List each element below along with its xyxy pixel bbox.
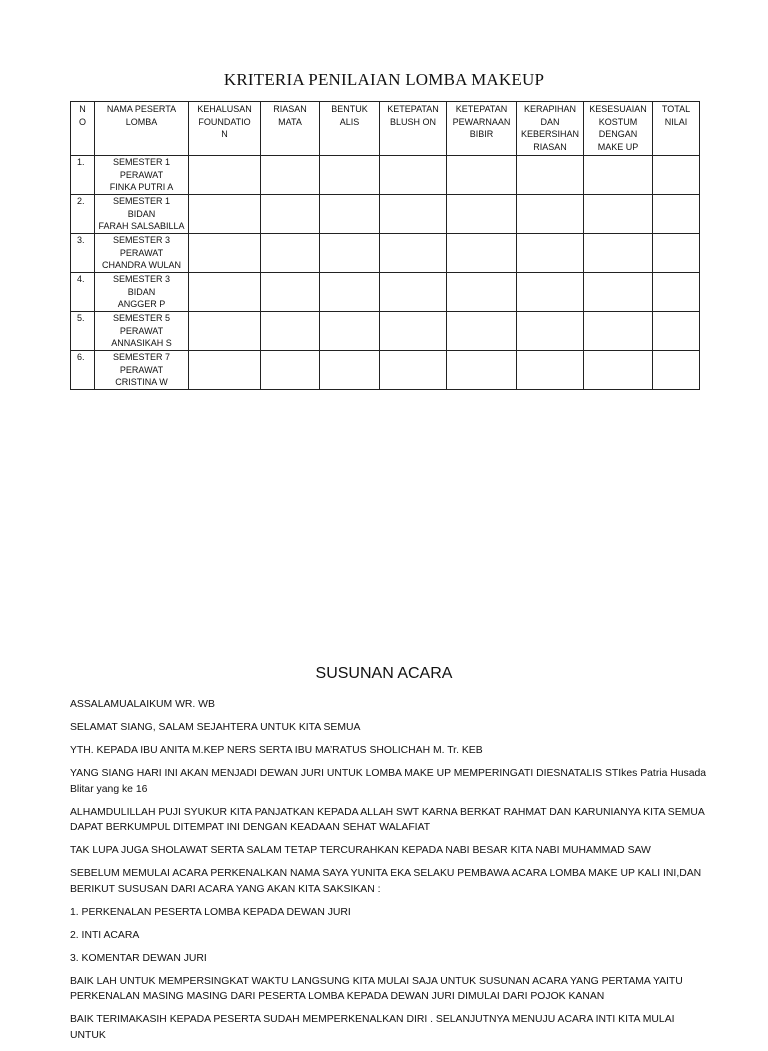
column-header-line: DAN (540, 116, 560, 127)
row-number: 3. (71, 234, 95, 273)
score-cell (517, 351, 584, 390)
score-cell (189, 234, 261, 273)
column-header-line: BIBIR (469, 129, 494, 140)
score-cell (189, 195, 261, 234)
score-cell (189, 312, 261, 351)
participant-name-line: BIDAN (127, 286, 156, 297)
column-header (189, 102, 261, 156)
participant-name-cell (95, 351, 189, 390)
score-cell (584, 351, 653, 390)
score-cell (517, 312, 584, 351)
column-header-line: FOUNDATIO (198, 116, 251, 127)
table-row (71, 195, 700, 234)
score-cell (320, 195, 380, 234)
column-header-line: KEHALUSAN (197, 104, 252, 114)
column-header-line: MATA (278, 116, 302, 127)
column-header-line: KETEPATAN (387, 104, 439, 114)
column-header-line: KERAPIHAN (523, 104, 576, 114)
column-header-line: KEBERSIHAN (520, 129, 580, 140)
score-cell (380, 312, 447, 351)
column-header-line: RIASAN (533, 141, 567, 152)
score-cell (517, 234, 584, 273)
paragraph: SELAMAT SIANG, SALAM SEJAHTERA UNTUK KITA SEMUA (70, 722, 361, 733)
score-cell (320, 312, 380, 351)
paragraph: 2. INTI ACARA (70, 929, 140, 941)
score-cell (261, 351, 320, 390)
score-cell (584, 156, 653, 195)
score-cell (189, 351, 261, 390)
paragraph: 3. KOMENTAR DEWAN JURI (70, 952, 207, 964)
participant-name-cell (95, 273, 189, 312)
column-header-line: RIASAN (273, 104, 307, 114)
column-header-line: NAMA PESERTA (106, 104, 177, 114)
participant-name-line: SEMESTER 5 (112, 313, 170, 323)
score-cell (320, 273, 380, 312)
score-cell (261, 156, 320, 195)
column-header-line: O (78, 116, 86, 127)
score-cell (380, 351, 447, 390)
score-cell (447, 351, 517, 390)
page-title: KRITERIA PENILAIAN LOMBA MAKEUP (223, 70, 545, 89)
column-header-line: ALIS (339, 116, 360, 127)
column-header-line: N (221, 129, 228, 140)
score-cell (447, 156, 517, 195)
participant-name-line: FARAH SALSABILLA (98, 221, 185, 232)
column-header-line: N (79, 104, 86, 114)
score-cell (653, 156, 700, 195)
score-cell (380, 195, 447, 234)
score-cell (653, 351, 700, 390)
score-cell (320, 234, 380, 273)
score-cell (517, 156, 584, 195)
participant-name-line: SEMESTER 7 (112, 352, 170, 362)
table-row (71, 156, 700, 195)
column-header-line: MAKE UP (597, 141, 639, 152)
participant-name-line: SEMESTER 1 (112, 157, 170, 167)
column-header-line: KESESUAIAN (589, 104, 647, 114)
score-cell (653, 195, 700, 234)
score-cell (653, 273, 700, 312)
score-cell (517, 195, 584, 234)
row-number: 1. (71, 156, 95, 195)
participant-name-line: PERAWAT (119, 247, 164, 258)
table-header-row (71, 102, 700, 156)
column-header-line: KETEPATAN (455, 104, 508, 114)
table-row (71, 273, 700, 312)
table-row (71, 234, 700, 273)
score-cell (447, 195, 517, 234)
column-header (447, 102, 517, 156)
column-header (261, 102, 320, 156)
score-cell (447, 273, 517, 312)
participant-name-line: SEMESTER 3 (112, 235, 170, 245)
column-header (71, 102, 95, 156)
column-header (653, 102, 700, 156)
participant-name-line: CHANDRA WULAN (101, 260, 181, 271)
participant-name-line: ANNASIKAH S (111, 338, 172, 349)
participant-name-line: BIDAN (127, 208, 156, 219)
column-header (517, 102, 584, 156)
row-number: 4. (71, 273, 95, 312)
table-row (71, 312, 700, 351)
participant-name-line: ANGGER P (117, 299, 166, 310)
score-cell (584, 312, 653, 351)
participant-name-line: FINKA PUTRI A (109, 182, 174, 193)
score-cell (584, 195, 653, 234)
paragraph: TAK LUPA JUGA SHOLAWAT SERTA SALAM TETAP TERCURAHKAN KEPADA NABI BESAR KITA NABI MUHAMMAD SAW (70, 845, 651, 856)
column-header (95, 102, 189, 156)
section-title: SUSUNAN ACARA (315, 665, 453, 682)
paragraph: 1. PERKENALAN PESERTA LOMBA KEPADA DEWAN JURI (70, 906, 351, 918)
paragraph: ASSALAMUALAIKUM WR. WB (70, 699, 215, 710)
criteria-table (70, 101, 700, 390)
participant-name-line: PERAWAT (119, 169, 164, 180)
paragraph: BAIK LAH UNTUK MEMPERSINGKAT WAKTU LANGSUNG KITA MULAI SAJA UNTUK SUSUNAN ACARA YANG PERTAMA YAITU PERKENALAN MASING MASING DARI PESERTA LOMBA KEPADA DEWAN JURI DIMULAI DARI POJOK KANAN (70, 975, 683, 1002)
paragraph: SEBELUM MEMULAI ACARA PERKENALKAN NAMA SAYA YUNITA EKA SELAKU PEMBAWA ACARA LOMBA MAKE UP KALI INI,DAN BERIKUT SUSUSAN DARI ACARA YANG AKAN KITA SAKSIKAN : (70, 868, 702, 895)
column-header-line: PEWARNAAN (452, 116, 511, 127)
score-cell (380, 156, 447, 195)
participant-name-line: CRISTINA W (115, 377, 168, 388)
paragraph: BAIK TERIMAKASIH KEPADA PESERTA SUDAH MEMPERKENALKAN DIRI . SELANJUTNYA MENUJU ACARA INTI KITA MULAI UNTUK (70, 1014, 675, 1041)
score-cell (517, 273, 584, 312)
participant-name-cell (95, 156, 189, 195)
column-header (380, 102, 447, 156)
score-cell (320, 156, 380, 195)
score-cell (380, 234, 447, 273)
participant-name-line: PERAWAT (119, 364, 164, 375)
table-row (71, 351, 700, 390)
participant-name-cell (95, 195, 189, 234)
column-header-line: NILAI (664, 116, 688, 127)
column-header-line: TOTAL (661, 104, 691, 114)
body-text (70, 697, 710, 1051)
column-header-line: BENTUK (331, 104, 368, 114)
participant-name-line: SEMESTER 1 (112, 196, 170, 206)
score-cell (584, 234, 653, 273)
participant-name-cell (95, 312, 189, 351)
participant-name-cell (95, 234, 189, 273)
score-cell (447, 312, 517, 351)
score-cell (653, 312, 700, 351)
score-cell (261, 273, 320, 312)
participant-name-line: SEMESTER 3 (112, 274, 170, 284)
score-cell (189, 273, 261, 312)
column-header-line: BLUSH ON (389, 116, 436, 127)
score-cell (261, 312, 320, 351)
score-cell (261, 234, 320, 273)
score-cell (380, 273, 447, 312)
column-header-line: DENGAN (598, 129, 638, 140)
paragraph: YANG SIANG HARI INI AKAN MENJADI DEWAN JURI UNTUK LOMBA MAKE UP MEMPERINGATI DIESNATALIS STIkes Patria Husada Blitar yang ke 16 (70, 768, 707, 795)
column-header (320, 102, 380, 156)
column-header-line: KOSTUM (598, 116, 638, 127)
score-cell (447, 234, 517, 273)
score-cell (653, 234, 700, 273)
score-cell (584, 273, 653, 312)
column-header-line: LOMBA (125, 116, 158, 127)
score-cell (261, 195, 320, 234)
row-number: 6. (71, 351, 95, 390)
column-header (584, 102, 653, 156)
paragraph: ALHAMDULILLAH PUJI SYUKUR KITA PANJATKAN KEPADA ALLAH SWT KARNA BERKAT RAHMAT DAN KARUNIANYA KITA SEMUA DAPAT BERKUMPUL DITEMPAT INI DENGAN KEADAAN SEHAT WALAFIAT (70, 806, 705, 833)
row-number: 5. (71, 312, 95, 351)
row-number: 2. (71, 195, 95, 234)
table-body (71, 156, 700, 390)
score-cell (320, 351, 380, 390)
paragraph: YTH. KEPADA IBU ANITA M.KEP NERS SERTA IBU MA’RATUS SHOLICHAH M. Tr. KEB (70, 745, 483, 756)
score-cell (189, 156, 261, 195)
participant-name-line: PERAWAT (119, 325, 164, 336)
